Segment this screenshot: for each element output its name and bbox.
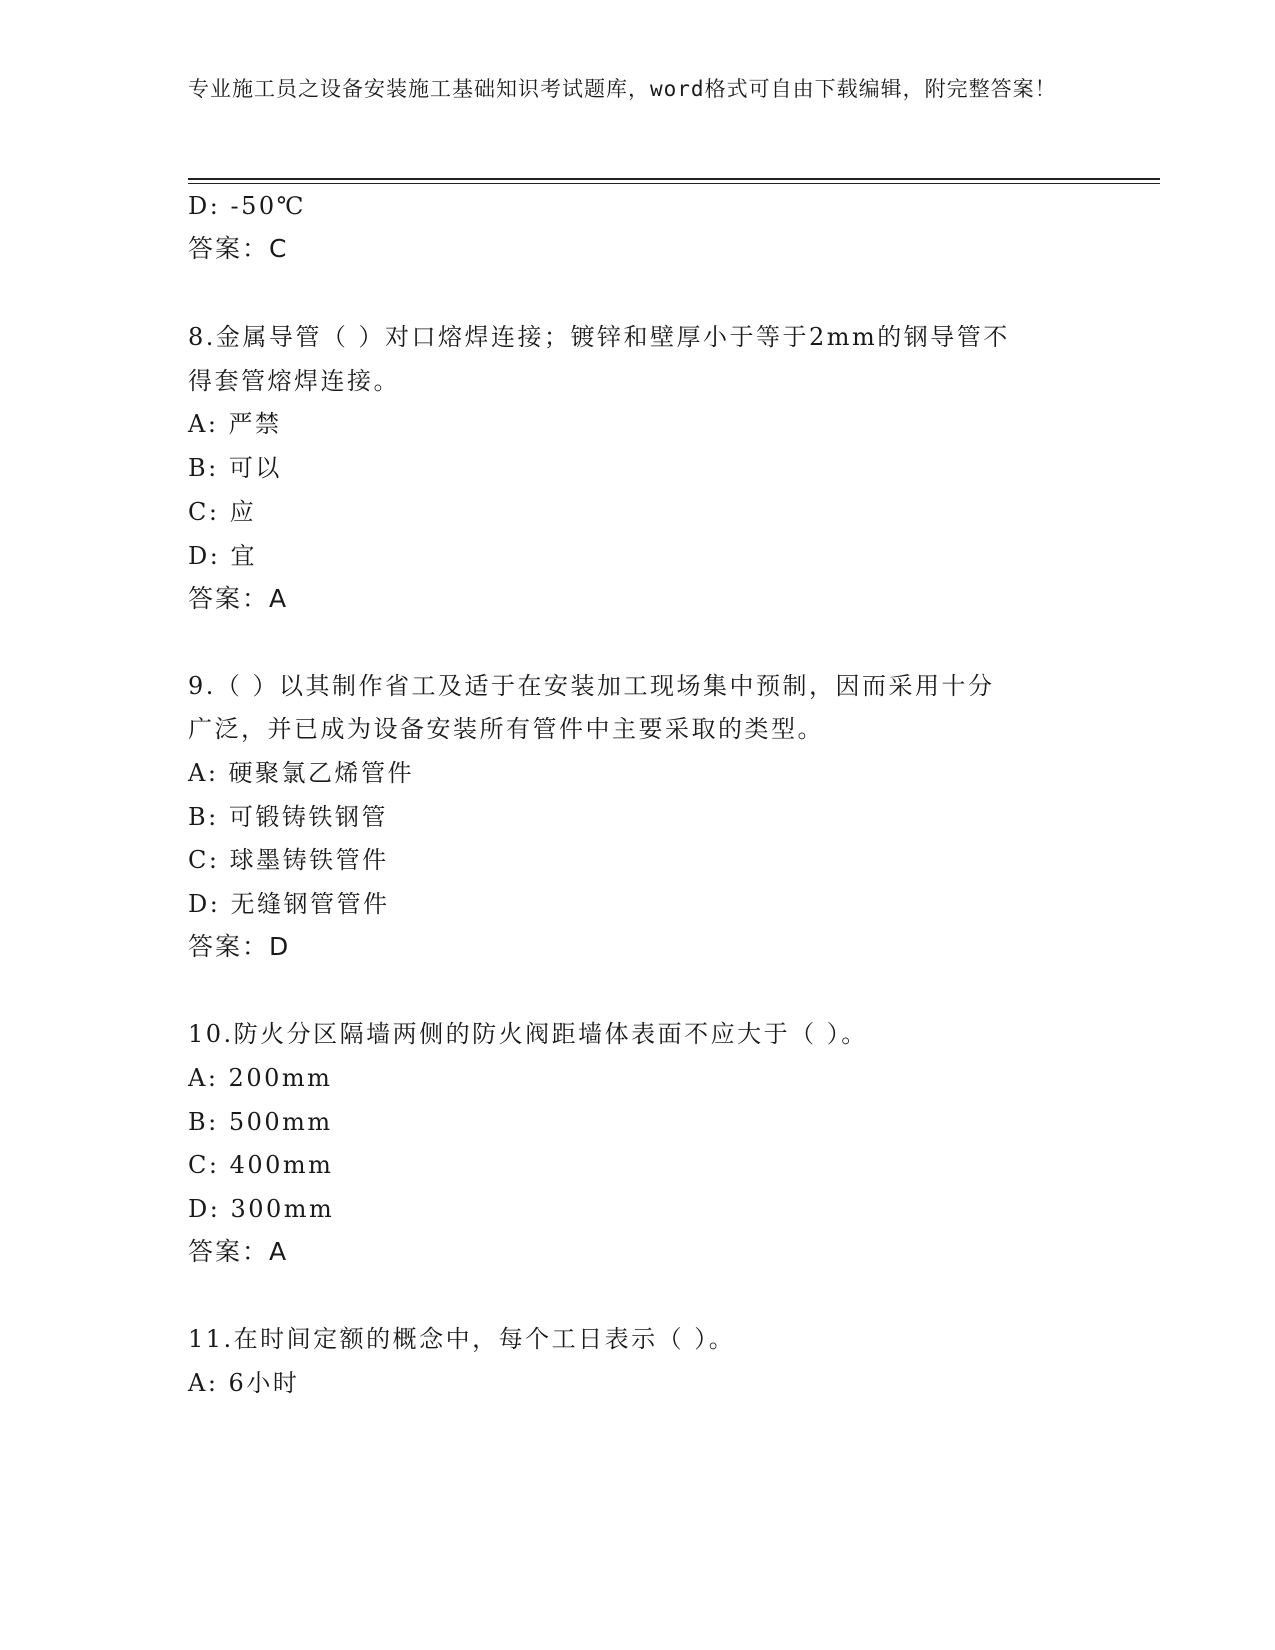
q9-option-a: A: 硬聚氯乙烯管件 [188, 759, 415, 787]
q8-answer: 答案：A [188, 584, 289, 613]
q11-stem-line1: 11.在时间定额的概念中，每个工日表示（ ）。 [188, 1325, 736, 1353]
q9-stem-line2: 广泛，并已成为设备安装所有管件中主要采取的类型。 [188, 715, 824, 743]
q8-option-b: B: 可以 [188, 454, 282, 482]
q9-answer: 答案：D [188, 932, 291, 961]
q8-option-a: A: 严禁 [188, 410, 282, 438]
q10-option-c: C: 400mm [188, 1151, 334, 1179]
document-header: 专业施工员之设备安装施工基础知识考试题库，word格式可自由下载编辑，附完整答案！ [188, 77, 1057, 101]
q9-option-b: B: 可锻铸铁钢管 [188, 803, 388, 831]
prev-answer: 答案：C [188, 234, 289, 263]
q10-answer: 答案：A [188, 1237, 289, 1266]
q8-option-d: D: 宜 [188, 542, 257, 570]
q8-stem-line2: 得套管熔焊连接。 [188, 367, 400, 395]
q10-option-d: D: 300mm [188, 1195, 335, 1223]
q11-option-a: A: 6小时 [188, 1369, 300, 1397]
prev-option-d: D: -50℃ [188, 192, 306, 220]
header-divider-thick [188, 178, 1160, 180]
q10-stem-line1: 10.防火分区隔墙两侧的防火阀距墙体表面不应大于（ ）。 [188, 1020, 868, 1048]
q8-stem-line1: 8.金属导管（ ）对口熔焊连接；镀锌和壁厚小于等于2mm的钢导管不 [188, 323, 1010, 351]
q9-option-d: D: 无缝钢管管件 [188, 890, 390, 918]
q10-option-b: B: 500mm [188, 1108, 333, 1136]
q9-stem-line1: 9.（ ）以其制作省工及适于在安装加工现场集中预制，因而采用十分 [188, 672, 995, 700]
q9-option-c: C: 球墨铸铁管件 [188, 846, 389, 874]
q10-option-a: A: 200mm [188, 1064, 333, 1092]
header-divider-thin [188, 183, 1160, 184]
q8-option-c: C: 应 [188, 498, 257, 526]
